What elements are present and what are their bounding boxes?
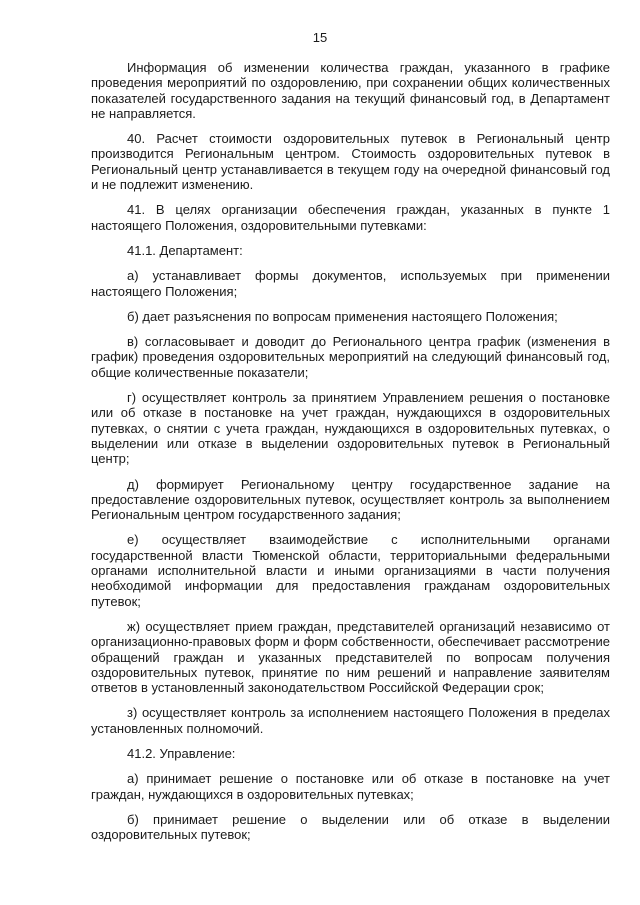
paragraph-41-1-e: е) осуществляет взаимодействие с исполнительными органами государственной власти Тюменской области, территориальными федеральными органами исполнительной власти и иными организациями в части получения необходимой информации для предоставления гражданам оздоровительных путевок; — [91, 532, 610, 609]
document-body — [91, 60, 610, 852]
paragraph-41-1-g: г) осуществляет контроль за принятием Управлением решения о постановке или об отказе в постановке на учет граждан, нуждающихся в оздоровительных путевках, о снятии с учета граждан, нуждающихся в оздоровительных путевках, о выделении или отказе в выделении оздоровительных путевок в Региональный центр; — [91, 390, 610, 467]
paragraph-41-2-a: а) принимает решение о постановке или об отказе в постановке на учет граждан, нуждающихся в оздоровительных путевках; — [91, 771, 610, 802]
paragraph-41-1-z: з) осуществляет контроль за исполнением настоящего Положения в пределах установленных полномочий. — [91, 705, 610, 736]
paragraph-41-1-zh: ж) осуществляет прием граждан, представителей организаций независимо от организационно-правовых форм и форм собственности, обеспечивает рассмотрение обращений граждан и указанных представителей по вопросам получения оздоровительных путевок, принятие по ним решений и направление заявителям ответов в установленный законодательством Российской Федерации срок; — [91, 618, 610, 696]
paragraph-41-1-heading: 41.1. Департамент: — [127, 242, 243, 258]
paragraph-41-1-d: д) формирует Региональному центру государственное задание на предоставление оздоровительных путевок, осуществляет контроль за выполнением Региональным центром государственного задания; — [91, 476, 610, 523]
paragraph-40: 40. Расчет стоимости оздоровительных путевок в Региональный центр производится Региональным центром. Стоимость оздоровительных путевок в Региональный центр устанавливается в текущем году на очередной финансовый год и не подлежит изменению. — [91, 131, 610, 193]
paragraph-41-1-v: в) согласовывает и доводит до Регионального центра график (изменения в график) проведения оздоровительных мероприятий на следующий финансовый год, общие количественные показатели; — [91, 334, 610, 380]
paragraph-41-1-a: а) устанавливает формы документов, используемых при применении настоящего Положения; — [91, 268, 610, 299]
paragraph-41-1-b: б) дает разъяснения по вопросам применения настоящего Положения; — [127, 308, 558, 324]
paragraph-41: 41. В целях организации обеспечения граждан, указанных в пункте 1 настоящего Положения, оздоровительными путевками: — [91, 202, 610, 233]
paragraph-info-change: Информация об изменении количества граждан, указанного в графике проведения мероприятий по оздоровлению, при сохранении общих количественных показателей государственного задания на текущий финансовый год, в Департамент не направляется. — [91, 60, 610, 121]
paragraph-41-2-b: б) принимает решение о выделении или об отказе в выделении оздоровительных путевок; — [91, 811, 610, 843]
page-number: 15 — [312, 30, 328, 45]
paragraph-41-2-heading: 41.2. Управление: — [127, 745, 236, 761]
